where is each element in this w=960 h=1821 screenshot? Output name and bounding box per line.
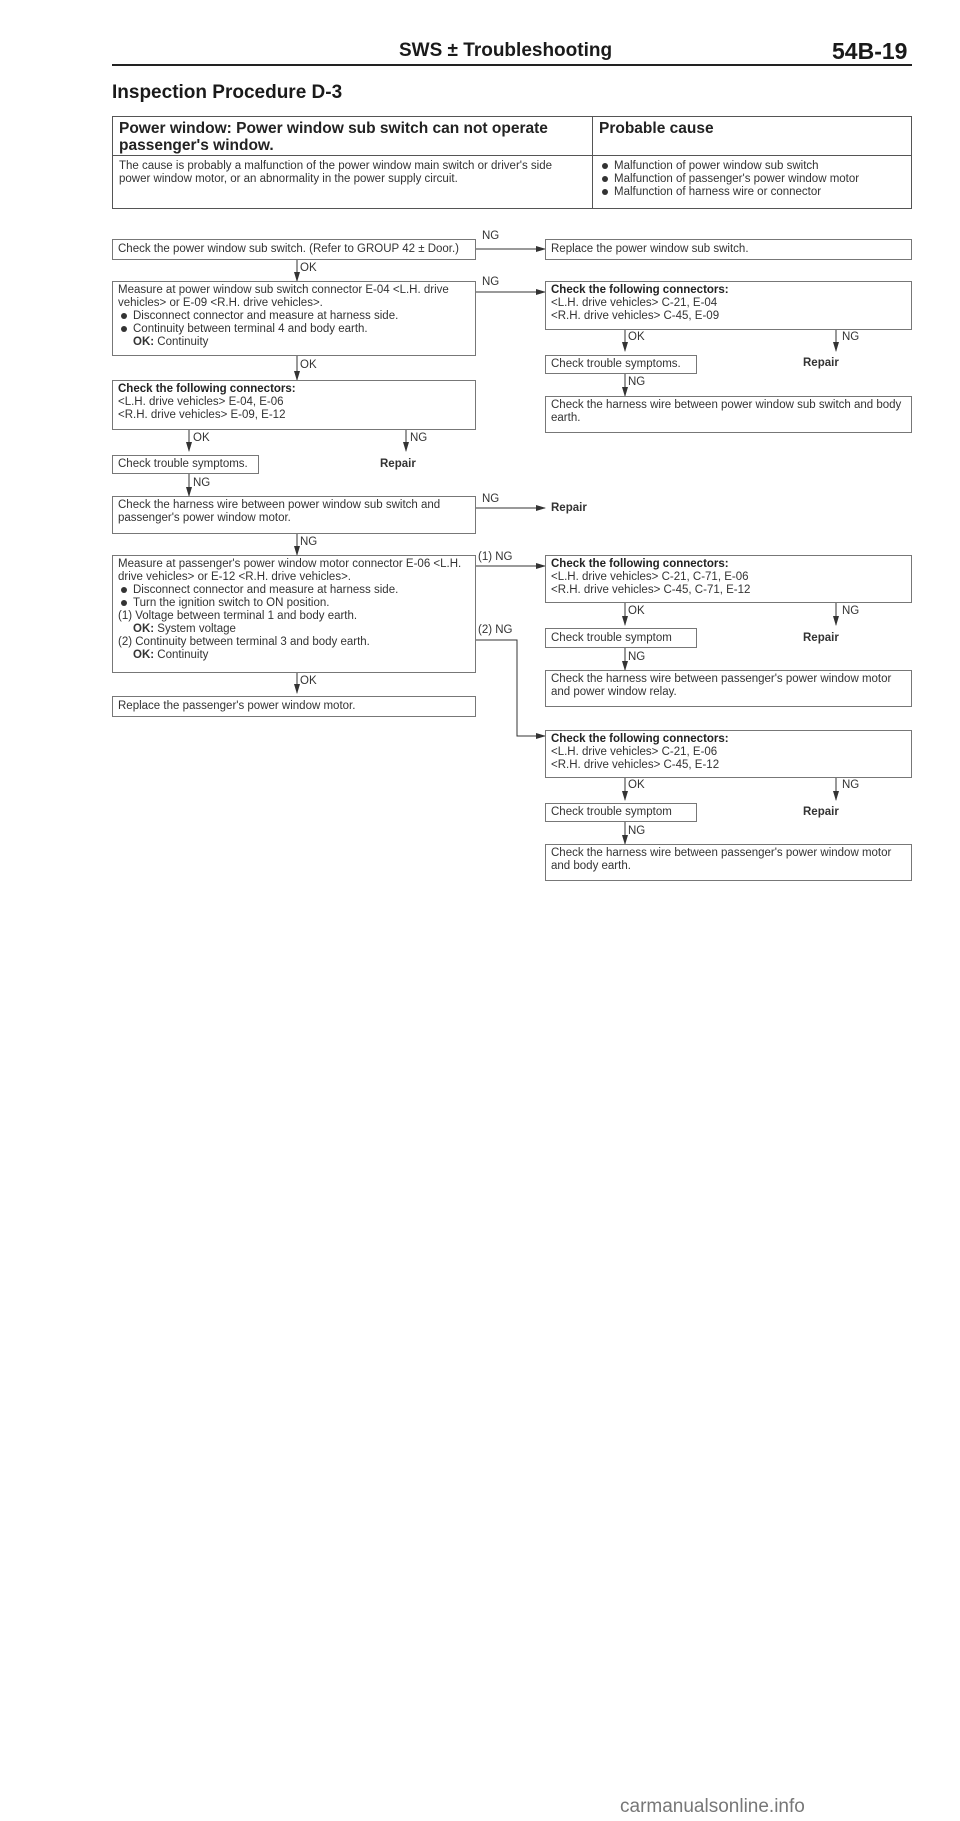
label-ng: NG (482, 493, 500, 505)
step-text: (2) Continuity between terminal 3 and body earth. (118, 636, 370, 648)
page-number: 54B-19 (832, 38, 908, 64)
label-repair: Repair (803, 806, 839, 818)
probable-cause-heading: Probable cause (599, 120, 714, 137)
step-bullet: Disconnect connector and measure at harness side. (118, 584, 470, 597)
label-ng: NG (628, 651, 646, 663)
step-heading: Check the following connectors: (551, 284, 729, 296)
label-ng: NG (842, 605, 860, 617)
step-replace-sub-switch: Replace the power window sub switch. (545, 239, 912, 260)
label-ok: OK (300, 675, 317, 687)
step-check-symptoms-1: Check trouble symptoms. (545, 355, 697, 374)
label-ok: OK (628, 605, 645, 617)
probable-cause-item: Malfunction of passenger's power window motor (599, 173, 905, 186)
procedure-title: Inspection Procedure D-3 (112, 82, 343, 103)
label-ng: NG (410, 432, 428, 444)
step-check-connectors-1 (545, 281, 912, 330)
label-ng-1: (1) NG (478, 551, 513, 563)
step-check-harness-sub-switch-motor: Check the harness wire between power window sub switch and passenger's power window motor. (112, 496, 476, 534)
step-check-symptom-4: Check trouble symptom (545, 803, 697, 822)
step-text: <R.H. drive vehicles> C-45, E-09 (551, 310, 720, 322)
step-text: <R.H. drive vehicles> C-45, C-71, E-12 (551, 584, 751, 596)
cause-description: The cause is probably a malfunction of the power window main switch or driver's side power window motor, or an abnormality in the power supply circuit. (113, 155, 593, 208)
label-ng: NG (482, 276, 500, 288)
label-ok: OK (628, 779, 645, 791)
label-repair: Repair (380, 458, 416, 470)
label-ok: OK (300, 359, 317, 371)
label-ok: OK (300, 262, 317, 274)
step-text: (1) Voltage between terminal 1 and body earth. (118, 610, 358, 622)
step-bullet: Disconnect connector and measure at harness side. (118, 310, 470, 323)
step-check-connectors-4 (545, 730, 912, 778)
label-repair: Repair (803, 632, 839, 644)
step-check-harness-sub-switch-earth: Check the harness wire between power window sub switch and body earth. (545, 396, 912, 433)
label-ok: OK (628, 331, 645, 343)
watermark: carmanualsonline.info (620, 1796, 805, 1817)
label-ng: NG (842, 331, 860, 343)
label-ng: NG (482, 230, 500, 242)
ok-value: Continuity (157, 336, 209, 348)
probable-cause-item: Malfunction of power window sub switch (599, 160, 905, 173)
step-measure-motor-connector (112, 555, 476, 673)
ok-label: OK: (133, 336, 155, 348)
symptom-heading: Power window: Power window sub switch can not operate passenger's window. (113, 117, 593, 155)
step-heading: Check the following connectors: (551, 558, 729, 570)
label-ng: NG (193, 477, 211, 489)
label-repair: Repair (551, 502, 587, 514)
step-text: <L.H. drive vehicles> C-21, E-06 (551, 746, 718, 758)
ok-condition (118, 649, 470, 662)
step-check-sub-switch: Check the power window sub switch. (Refer to GROUP 42 ± Door.) (112, 239, 476, 260)
step-bullet: Continuity between terminal 4 and body earth. (118, 323, 470, 336)
ok-condition (118, 336, 470, 349)
ok-label: OK: (133, 649, 155, 661)
ok-value: System voltage (157, 623, 236, 635)
step-check-connectors-3 (545, 555, 912, 603)
step-text: <L.H. drive vehicles> C-21, E-04 (551, 297, 718, 309)
step-check-connectors-2 (112, 380, 476, 430)
step-text: Measure at power window sub switch connector E-04 <L.H. drive vehicles> or E-09 <R.H. drive vehicles>. (118, 284, 449, 309)
step-heading: Check the following connectors: (118, 383, 296, 395)
ok-condition (118, 623, 470, 636)
label-ng: NG (628, 376, 646, 388)
label-ng: NG (842, 779, 860, 791)
probable-cause-item: Malfunction of harness wire or connector (599, 186, 905, 199)
step-text: <L.H. drive vehicles> C-21, C-71, E-06 (551, 571, 749, 583)
step-measure-sub-switch-connector (112, 281, 476, 356)
label-ng: NG (300, 536, 318, 548)
step-check-harness-motor-relay: Check the harness wire between passenger's power window motor and power window relay. (545, 670, 912, 707)
step-text: Measure at passenger's power window motor connector E-06 <L.H. drive vehicles> or E-12 <R.H. drive vehicles>. (118, 558, 462, 583)
step-replace-motor: Replace the passenger's power window motor. (112, 696, 476, 717)
label-repair: Repair (803, 357, 839, 369)
ok-label: OK: (133, 623, 155, 635)
label-ok: OK (193, 432, 210, 444)
step-check-symptom-3: Check trouble symptom (545, 628, 697, 648)
step-check-harness-motor-earth: Check the harness wire between passenger's power window motor and body earth. (545, 844, 912, 881)
arrow-b10-to-b15 (476, 640, 545, 736)
step-check-symptoms-2: Check trouble symptoms. (112, 455, 259, 474)
page-header-title: SWS ± Troubleshooting (399, 40, 613, 61)
ok-value: Continuity (157, 649, 209, 661)
step-bullet: Turn the ignition switch to ON position. (118, 597, 470, 610)
step-text: <R.H. drive vehicles> E-09, E-12 (118, 409, 286, 421)
label-ng-2: (2) NG (478, 624, 513, 636)
step-heading: Check the following connectors: (551, 733, 729, 745)
step-text: <L.H. drive vehicles> E-04, E-06 (118, 396, 284, 408)
label-ng: NG (628, 825, 646, 837)
step-text: <R.H. drive vehicles> C-45, E-12 (551, 759, 720, 771)
